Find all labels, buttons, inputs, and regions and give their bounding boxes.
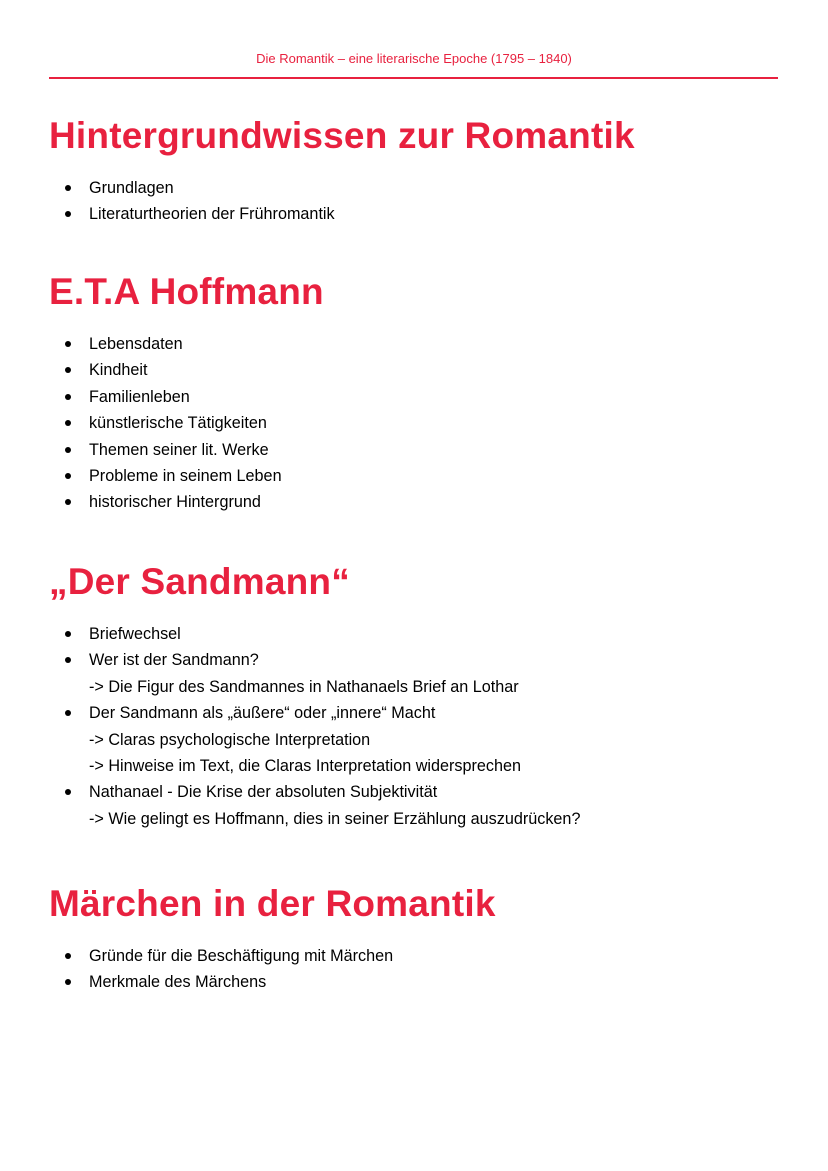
section-sandmann: [49, 560, 788, 832]
list-item-text: Lebensdaten: [89, 335, 183, 353]
list-item: [49, 357, 788, 383]
list-item-text: Themen seiner lit. Werke: [89, 440, 269, 459]
bullet-icon: [65, 953, 71, 959]
list-item-text: Der Sandmann als „äußere“ oder „innere“ Macht: [89, 704, 436, 723]
bullet-icon: [65, 473, 71, 479]
bullet-icon: [65, 499, 71, 505]
bullet-icon: [65, 710, 71, 716]
list-item-text: Literaturtheorien der Frühromantik: [89, 205, 335, 224]
list-item: [49, 331, 788, 357]
bullet-icon: [65, 367, 71, 373]
bullet-icon: [65, 447, 71, 453]
list-item-text: Gründe für die Beschäftigung mit Märchen: [89, 947, 394, 965]
list-item-text: Probleme in seinem Leben: [89, 467, 282, 486]
list-item-text: künstlerische Tätigkeiten: [89, 414, 267, 433]
list-item: [49, 489, 788, 515]
sub-item: -> Claras psychologische Interpretation: [89, 730, 371, 749]
list-item-text: Nathanael - Die Krise der absoluten Subjektivität: [89, 783, 438, 802]
bullet-icon: [65, 420, 71, 426]
section-title: Hintergrundwissen zur Romantik: [49, 115, 635, 156]
list-item: [49, 384, 788, 410]
bullet-list: [49, 175, 788, 228]
list-item: [49, 410, 788, 436]
bullet-list: [49, 331, 788, 516]
header-rule: [49, 77, 778, 79]
list-item-text: historischer Hintergrund: [89, 493, 261, 512]
section-title: E.T.A Hoffmann: [49, 271, 324, 312]
bullet-list: [49, 621, 788, 832]
section-title: Märchen in der Romantik: [49, 883, 496, 924]
bullet-icon: [65, 657, 71, 663]
list-item-text: Briefwechsel: [89, 625, 181, 643]
section-hintergrundwissen: [49, 114, 788, 228]
list-item: [49, 779, 788, 832]
bullet-icon: [65, 185, 71, 191]
bullet-icon: [65, 394, 71, 400]
bullet-icon: [65, 789, 71, 795]
bullet-icon: [65, 341, 71, 347]
list-item: [49, 437, 788, 463]
bullet-list: [49, 943, 788, 996]
list-item: [49, 201, 788, 227]
sub-item: -> Die Figur des Sandmannes in Nathanaels Brief an Lothar: [89, 677, 519, 696]
bullet-icon: [65, 631, 71, 637]
list-item: [49, 969, 788, 995]
list-item: [49, 621, 788, 647]
list-item: [49, 463, 788, 489]
list-item: [49, 943, 788, 969]
list-item-text: Grundlagen: [89, 179, 174, 197]
list-item-text: Kindheit: [89, 361, 148, 380]
bullet-icon: [65, 979, 71, 985]
sub-item: -> Wie gelingt es Hoffmann, dies in seiner Erzählung auszudrücken?: [89, 809, 581, 828]
list-item: [49, 700, 788, 779]
bullet-icon: [65, 211, 71, 217]
list-item: [49, 647, 788, 700]
page-header: Die Romantik – eine literarische Epoche (1795 – 1840): [256, 51, 572, 66]
sub-item: -> Hinweise im Text, die Claras Interpretation widersprechen: [89, 757, 522, 776]
list-item-text: Merkmale des Märchens: [89, 973, 267, 992]
section-title: „Der Sandmann“: [49, 561, 350, 602]
list-item-text: Wer ist der Sandmann?: [89, 651, 259, 670]
section-hoffmann: [49, 270, 788, 516]
list-item: [49, 175, 788, 201]
list-item-text: Familienleben: [89, 387, 190, 406]
section-maerchen: [49, 882, 788, 996]
